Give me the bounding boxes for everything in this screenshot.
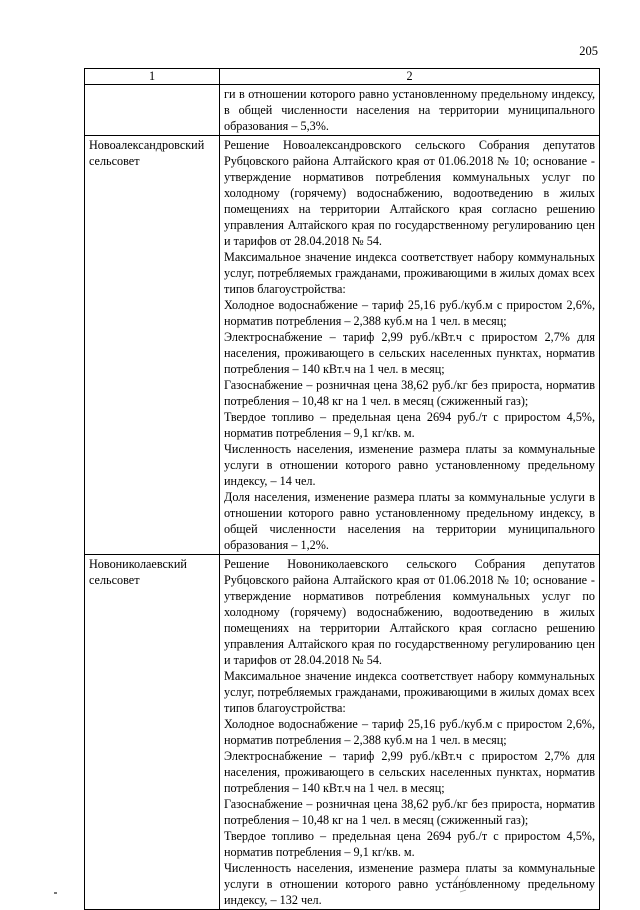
column-header-2: 2 [220, 69, 600, 85]
paragraph: Газоснабжение – розничная цена 38,62 руб./кг без прироста, норматив потребления – 10,48 кг на 1 чел. в месяц (сжиженный газ); [224, 378, 595, 408]
paragraph: Численность населения, изменение размера платы за коммунальные услуги в отношении которого равно установленному предельному индексу, – 132 чел. [224, 861, 595, 907]
description-cell [220, 136, 600, 555]
description-cell [220, 555, 600, 910]
paragraph: Газоснабжение – розничная цена 38,62 руб./кг без прироста, норматив потребления – 10,48 кг на 1 чел. в месяц (сжиженный газ); [224, 797, 595, 827]
column-header-1: 1 [85, 69, 220, 85]
municipality-cell: Новоалександровский сельсовет [85, 136, 220, 555]
scan-mark [450, 872, 486, 896]
municipality-cell: Новониколаевский сельсовет [85, 555, 220, 910]
table-row [85, 136, 600, 555]
paragraph: Холодное водоснабжение – тариф 25,16 руб./куб.м с приростом 2,6%, норматив потребления – 2,388 куб.м на 1 чел. в месяц; [224, 717, 595, 747]
paragraph: Численность населения, изменение размера платы за коммунальные услуги в отношении которого равно установленному предельному индексу, – 14 чел. [224, 442, 595, 488]
paragraph: Максимальное значение индекса соответствует набору коммунальных услуг, потребляемых гражданами, проживающими в жилых домах всех типов благоустройства: [224, 250, 595, 296]
paragraph: Холодное водоснабжение – тариф 25,16 руб./куб.м с приростом 2,6%, норматив потребления – 2,388 куб.м на 1 чел. в месяц; [224, 298, 595, 328]
municipality-cell [85, 85, 220, 136]
scan-speck [54, 892, 57, 894]
table-row [85, 85, 600, 136]
paragraph: Доля населения, изменение размера платы за коммунальные услуги в отношении которого равно установленному предельному индексу, в общей численности населения на территории муниципального образования – 1,2%. [224, 490, 595, 552]
paragraph: Решение Новониколаевского сельского Собрания депутатов Рубцовского района Алтайского края от 01.06.2018 № 10; основание - утверждение нормативов потребления коммунальных услуг по холодному (горячему) водоснабжению, водоотведению в жилых помещениях на территории Алтайского края согласно решению управления Алтайского края по государственному регулированию цен и тарифов от 28.04.2018 № 54. [224, 557, 595, 667]
paragraph: Электроснабжение – тариф 2,99 руб./кВт.ч с приростом 2,7% для населения, проживающего в сельских населенных пунктах, норматив потребления – 140 кВт.ч на 1 чел. в месяц; [224, 749, 595, 795]
description-cell [220, 85, 600, 136]
table-header-row [85, 69, 600, 85]
paragraph: ги в отношении которого равно установленному предельному индексу, в общей численности населения на территории муниципального образования – 5,3%. [224, 87, 595, 133]
paragraph: Электроснабжение – тариф 2,99 руб./кВт.ч с приростом 2,7% для населения, проживающего в сельских населенных пунктах, норматив потребления – 140 кВт.ч на 1 чел. в месяц; [224, 330, 595, 376]
paragraph: Твердое топливо – предельная цена 2694 руб./т с приростом 4,5%, норматив потребления – 9,1 кг/кв. м. [224, 829, 595, 859]
paragraph: Максимальное значение индекса соответствует набору коммунальных услуг, потребляемых гражданами, проживающими в жилых домах всех типов благоустройства: [224, 669, 595, 715]
paragraph: Твердое топливо – предельная цена 2694 руб./т с приростом 4,5%, норматив потребления – 9,1 кг/кв. м. [224, 410, 595, 440]
table-row [85, 555, 600, 910]
page-number: 205 [579, 44, 598, 58]
paragraph: Решение Новоалександровского сельского Собрания депутатов Рубцовского района Алтайского края от 01.06.2018 № 10; основание - утверждение нормативов потребления коммунальных услуг по холодному (горячему) водоснабжению, водоотведению в жилых помещениях на территории Алтайского края согласно решению управления Алтайского края по государственному регулированию цен и тарифов от 28.04.2018 № 54. [224, 138, 595, 248]
tariff-table [84, 68, 600, 910]
